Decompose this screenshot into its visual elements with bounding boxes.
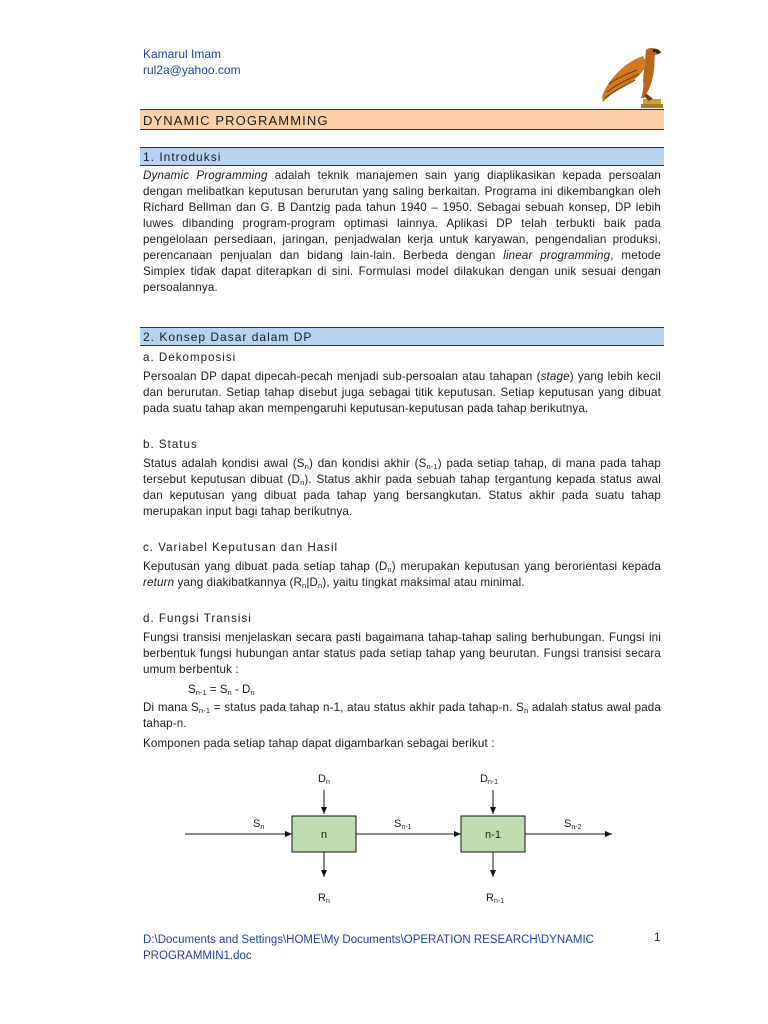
box-n-label: n (320, 829, 328, 841)
subsection-c-paragraph: Keputusan yang dibuat pada setiap tahap $(D_n)$ merupakan keputusan yang berorientasi kepada return yang diakibatkannya $(R_n|D_n)$, yaitu tingkat maksimal atau minimal. (143, 560, 661, 590)
stage-term: stage (540, 370, 570, 383)
intro-text: adalah teknik manajemen sain yang diaplikasikan kepada persoalan dengan melibatkan keputusan berurutan yang saling berkaitan. Programa ini dikembangkan oleh Richard Bellman dan G. B Dantzig pada tahun 1940 – 1950. Sebagai sebuah konsep, DP lebih luwes dibanding program-program optimasi lainnya. Aplikasi DP telah terbukti baik pada pengelolaan persediaan, jaringan, penjadwalan kerja untuk karyawan, pengendalian produksi, perencanaan penjualan dan bidang lain-lain. Berbeda dengan (143, 169, 661, 262)
dp-italic-term: Dynamic Programming (143, 169, 268, 182)
intro-text-2: , metode Simplex tidak dapat diterapkan di sini. Formulasi model dilakukan dengan unik sesuai dengan persoalannya. (143, 249, 661, 294)
page-number: 1 (654, 932, 661, 944)
subsection-d-heading: d. Fungsi Transisi (143, 612, 252, 625)
diagram-intro: Komponen pada setiap tahap dapat digambarkan sebagai berikut : (143, 737, 495, 750)
footer-file-path: D:\Documents and Settings\HOME\My Documents\OPERATION RESEARCH\DYNAMIC PROGRAMMIN1.doc (143, 934, 594, 962)
subsection-c-heading: c. Variabel Keputusan dan Hasil (143, 541, 339, 554)
return-term: return (143, 576, 175, 589)
section-2-heading: 2. Konsep Dasar dalam DP (140, 327, 664, 346)
subsection-b-heading: b. Status (143, 438, 198, 451)
section-1-heading: 1. Introduksi (140, 147, 664, 166)
formula-explanation: Di mana $S_{n-1}$ = status pada tahap n-1, atau status akhir pada tahap-n. $S_n$ adalah status awal pada tahap-n. (143, 701, 661, 730)
label-dn: Dn (318, 773, 330, 786)
label-rn: Rn (318, 892, 330, 905)
stage-diagram (180, 765, 620, 915)
transition-formula: $S_{n-1} = S_n - D_n$ (188, 683, 255, 697)
label-dn-1: Dn-1 (480, 773, 499, 786)
label-sn: Sn (253, 818, 265, 831)
box-n-1-label: n-1 (485, 829, 501, 841)
document-title: DYNAMIC PROGRAMMING (140, 109, 664, 130)
author-email: rul2a@yahoo.com (143, 63, 241, 77)
author-name: Kamarul Imam (143, 47, 222, 61)
subsection-b-paragraph: Status adalah kondisi awal $(S_n)$ dan kondisi akhir $(S_{n-1})$ pada setiap tahap, di mana pada tahap tersebut keputusan dibuat $(D_n)$. Status akhir pada sebuah tahap tergantung kepada status awal dan keputusan yang dibuat pada tahap yang bersangkutan. Status akhir pada suatu tahap merupakan input bagi tahap berikutnya. (143, 457, 661, 518)
section-1-paragraph (143, 168, 661, 296)
label-sn-1: Sn-1 (394, 818, 412, 831)
subsection-a-heading: a. Dekomposisi (143, 351, 237, 364)
subsection-a-paragraph: Persoalan DP dapat dipecah-pecah menjadi sub-persoalan atau tahapan (stage) yang lebih kecil dan berurutan. Setiap tahap disebut juga sebagai titik keputusan. Setiap keputusan yang dibuat pada suatu tahap akan mempengaruhi keputusan-keputusan pada tahap berikutnya. (143, 370, 661, 415)
eagle-logo-icon (597, 40, 667, 110)
lp-italic-term: linear programming (503, 249, 611, 262)
subsection-d-paragraph: Fungsi transisi menjelaskan secara pasti bagaimana tahap-tahap saling berhubungan. Fungsi ini berbentuk fungsi hubungan antar status pada setiap tahap yang beurutan. Fungsi transisi secara umum berbentuk : (143, 631, 661, 676)
author-block (143, 46, 241, 78)
label-sn-2: Sn-2 (564, 818, 582, 831)
label-rn-1: Rn-1 (486, 892, 505, 905)
